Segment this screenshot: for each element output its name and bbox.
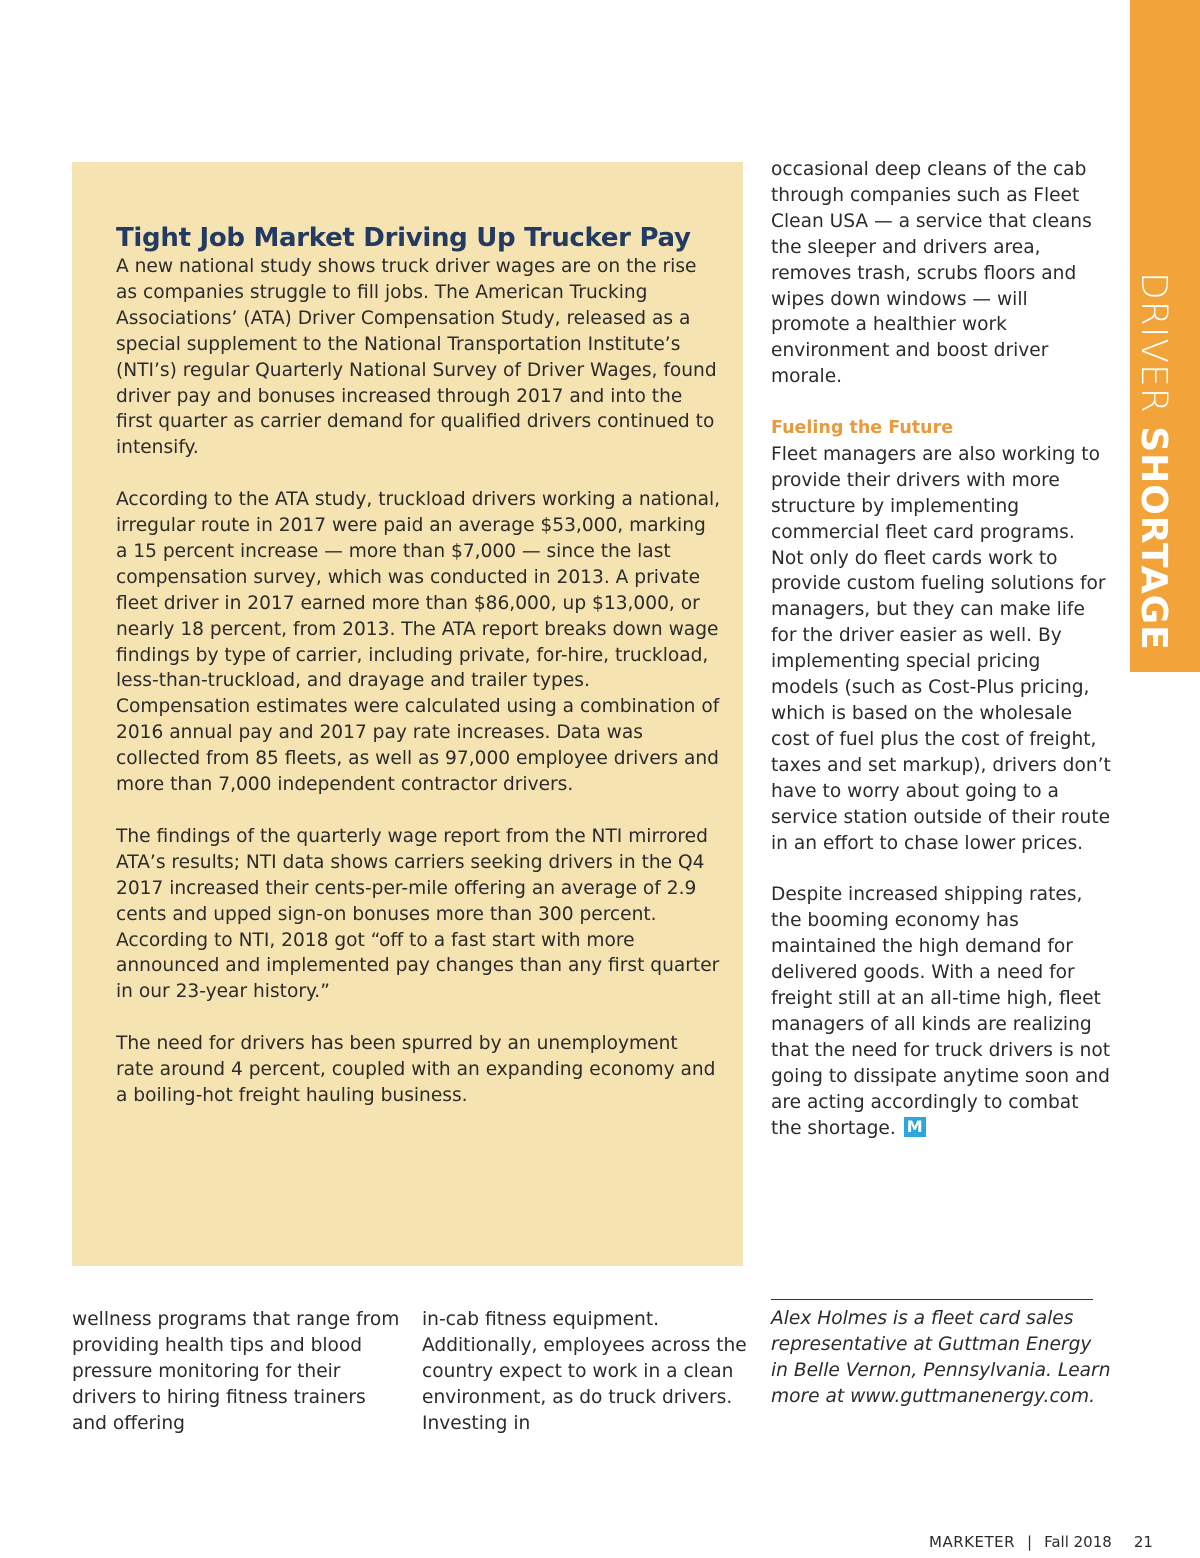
page-footer: [929, 1533, 1153, 1551]
right-paragraph-3: [771, 882, 1111, 1141]
page-number: 21: [1133, 1533, 1153, 1551]
right-column: [771, 157, 1111, 1167]
author-bio: Alex Holmes is a fleet card sales representative at Guttman Energy in Belle Vernon, Pennsylvania. Learn more at www.guttmanenergy.com.: [771, 1308, 1111, 1407]
sidebar-title: Tight Job Market Driving Up Trucker Pay: [116, 223, 691, 253]
right-paragraph-2: Fleet managers are also working to provide their drivers with more structure by implementing commercial fleet card programs. Not only do fleet cards work to provide custom fueling solutions for managers, but they can make life for the driver easier as well. By implementing special pricing models (such as Cost-Plus pricing, which is based on the wholesale cost of fuel plus the cost of freight, taxes and set markup), drivers don’t have to worry about going to a service station outside of their route in an effort to chase lower prices.: [771, 443, 1111, 854]
sidebar-paragraph: The findings of the quarterly wage report from the NTI mirrored ATA’s results; NTI data shows carriers seeking drivers in the Q4 2017 increased their cents-per-mile offering an average of 2.9 cents and upped sign-on bonuses more than 300 percent. According to NTI, 2018 got “off to a fast start with more announced and implemented pay changes than any first quarter in our 23-year history.”: [116, 825, 720, 1003]
right-paragraph-3-text: Despite increased shipping rates, the booming economy has maintained the high demand for delivered goods. With a need for freight still at an all-time high, fleet managers of all kinds are realizing that the need for truck drivers is not going to dissipate anytime soon and are acting accordingly to combat the shortage.: [771, 884, 1111, 1139]
section-tab-light: DRIVER: [1133, 272, 1174, 427]
magazine-name: MARKETER: [929, 1533, 1016, 1551]
subhead-fueling: Fueling the Future: [771, 418, 954, 439]
sidebar-body: [116, 254, 721, 1135]
bio-divider: [771, 1299, 1093, 1300]
sidebar-paragraph: According to the ATA study, truckload drivers working a national, irregular route in 2017 were paid an average $53,000, marking a 15 percent increase — more than $7,000 — since the last compensation survey, which was conducted in 2013. A private fleet driver in 2017 earned more than $86,000, up $13,000, or nearly 18 percent, from 2013. The ATA report breaks down wage findings by type of carrier, including private, for-hire, truckload, less-than-truckload, and drayage and trailer types. Compensation estimates were calculated using a combination of 2016 annual pay and 2017 pay rate increases. Data was collected from 85 fleets, as well as 97,000 employee drivers and more than 7,000 independent contractor drivers.: [116, 489, 721, 796]
bottom-column-1: wellness programs that range from providing health tips and blood pressure monitoring for their drivers to hiring fitness trainers and offering: [72, 1309, 400, 1434]
right-paragraph-1: occasional deep cleans of the cab through companies such as Fleet Clean USA — a service that cleans the sleeper and drivers area, removes trash, scrubs floors and wipes down windows — will promote a healthier work environment and boost driver morale.: [771, 159, 1092, 388]
footer-separator: |: [1027, 1533, 1033, 1551]
sidebar-paragraph: A new national study shows truck driver wages are on the rise as companies struggle to fill jobs. The American Trucking Associations’ (ATA) Driver Compensation Study, released as a special supplement to the National Transportation Institute’s (NTI’s) regular Quarterly National Survey of Driver Wages, found driver pay and bonuses increased through 2017 and into the first quarter as carrier demand for qualified drivers continued to intensify.: [116, 256, 717, 459]
section-tab-label: [1133, 272, 1174, 651]
end-mark-icon: M: [904, 1117, 926, 1137]
sidebar-paragraph: The need for drivers has been spurred by an unemployment rate around 4 percent, coupled with an expanding economy and a boiling-hot freight hauling business.: [116, 1033, 716, 1106]
section-tab-bold: SHORTAGE: [1133, 426, 1174, 651]
bottom-column-2: in-cab fitness equipment. Additionally, employees across the country expect to work in a clean environment, as do truck drivers. Investing in: [422, 1309, 747, 1434]
issue-date: Fall 2018: [1044, 1533, 1112, 1551]
